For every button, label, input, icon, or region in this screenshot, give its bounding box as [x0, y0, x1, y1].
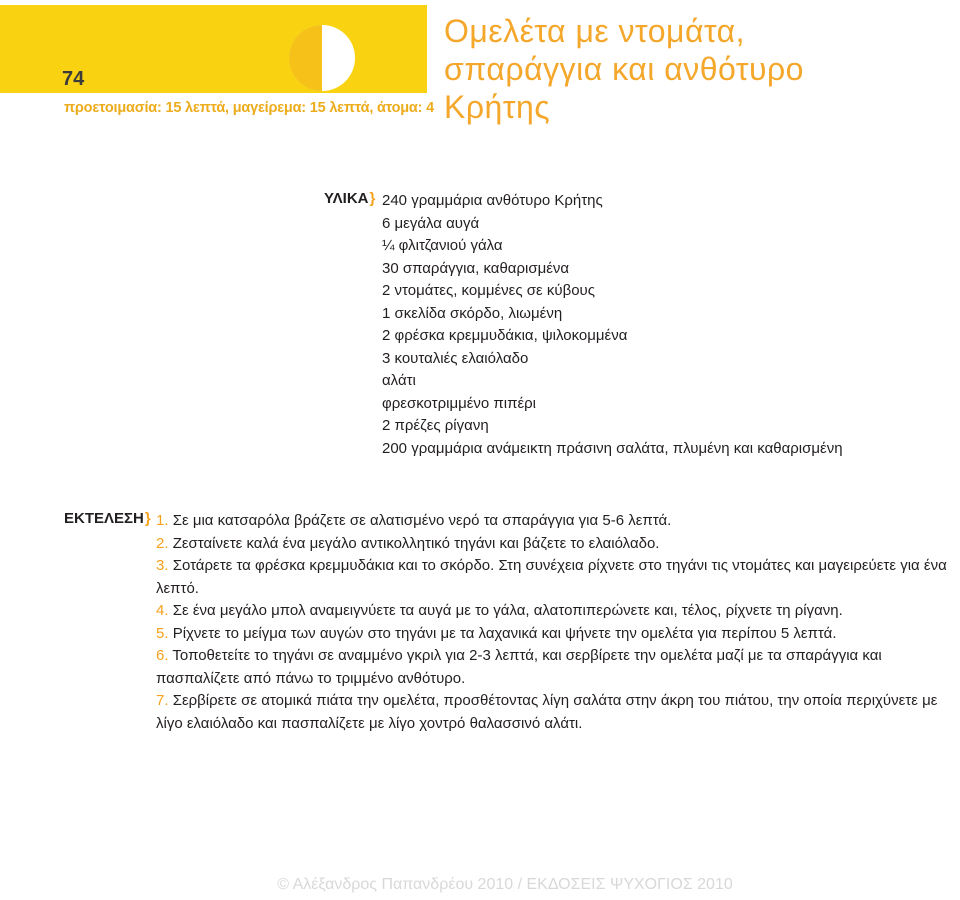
method-step [156, 623, 956, 646]
ingredient-item: αλάτι [382, 372, 416, 389]
brace-mark: } [144, 510, 151, 527]
ingredient-item: 2 φρέσκα κρεμμυδάκια, ψιλοκομμένα [382, 327, 628, 344]
half-sun-icon [289, 25, 355, 91]
method-step [156, 600, 956, 623]
method-step [156, 690, 956, 735]
ingredient-item: 200 γραμμάρια ανάμεικτη πράσινη σαλάτα, πλυμένη και καθαρισμένη [382, 439, 843, 457]
method-steps [156, 510, 956, 735]
ingredient-item: 30 σπαράγγια, καθαρισμένα [382, 259, 570, 277]
method-step [156, 533, 956, 556]
step-number: 4. [156, 602, 169, 619]
title-line: σπαράγγια και ανθότυρο [444, 51, 804, 87]
ingredient-item: 6 μεγάλα αυγά [382, 214, 480, 232]
page-number: 74 [62, 68, 85, 90]
step-text: Σε ένα μεγάλο μπολ αναμειγνύετε τα αυγά με το γάλα, αλατοπιπερώνετε και, τέλος, ρίχνετε τη ρίγανη. [172, 602, 843, 619]
ingredient-item: 3 κουταλιές ελαιόλαδο [382, 349, 529, 367]
method-step [156, 645, 956, 690]
step-number: 5. [156, 624, 169, 642]
method-heading [64, 510, 151, 527]
step-number: 3. [156, 557, 169, 574]
step-text: Σε μια κατσαρόλα βράζετε σε αλατισμένο νερό τα σπαράγγια για 5-6 λεπτά. [172, 512, 672, 529]
ingredients-label: ΥΛΙΚΑ [324, 190, 369, 207]
step-text: Σερβίρετε σε ατομικά πιάτα την ομελέτα, προσθέτοντας λίγη σαλάτα στην άκρη του πιάτου, την οποία περιχύνετε με λίγο ελαιόλαδο και πασπαλίζετε με λίγο χοντρό θαλασσινό αλάτι. [156, 692, 938, 732]
ingredient-item: 2 πρέζες ρίγανη [382, 417, 489, 434]
method-label: ΕΚΤΕΛΕΣΗ [64, 510, 144, 527]
step-number: 6. [156, 647, 169, 664]
step-number: 1. [156, 512, 169, 529]
step-text: Ζεσταίνετε καλά ένα μεγάλο αντικολλητικό τηγάνι και βάζετε το ελαιόλαδο. [172, 534, 660, 552]
recipe-title [444, 12, 944, 126]
title-line: Ομελέτα με ντομάτα, [444, 13, 746, 49]
ingredient-item: 240 γραμμάρια ανθότυρο Κρήτης [382, 192, 603, 209]
ingredients-heading [324, 190, 375, 207]
step-number: 7. [156, 692, 169, 709]
step-text: Τοποθετείτε το τηγάνι σε αναμμένο γκριλ για 2-3 λεπτά, και σερβίρετε την ομελέτα μαζί με τα σπαράγγια και πασπαλίζετε από πάνω το τριμμένο ανθότυρο. [156, 647, 882, 687]
title-line: Κρήτης [444, 89, 551, 125]
step-text: Ρίχνετε το μείγμα των αυγών στο τηγάνι με τα λαχανικά και ψήνετε την ομελέτα για περίπου 5 λεπτά. [172, 624, 837, 642]
ingredient-item: φρεσκοτριμμένο πιπέρι [382, 394, 537, 412]
prep-info: προετοιμασία: 15 λεπτά, μαγείρεμα: 15 λεπτά, άτομα: 4 [64, 100, 434, 116]
copyright-notice: © Αλέξανδρος Παπανδρέου 2010 / ΕΚΔΟΣΕΙΣ ΨΥΧΟΓΙΟΣ 2010 [277, 876, 733, 893]
ingredient-item: 2 ντομάτες, κομμένες σε κύβους [382, 282, 595, 299]
header-banner [0, 5, 427, 93]
ingredient-item: ¼ φλιτζανιού γάλα [382, 237, 503, 254]
step-number: 2. [156, 534, 169, 552]
ingredients-list [382, 190, 843, 460]
method-step [156, 555, 956, 600]
ingredient-item: 1 σκελίδα σκόρδο, λιωμένη [382, 304, 563, 322]
step-text: Σοτάρετε τα φρέσκα κρεμμυδάκια και το σκόρδο. Στη συνέχεια ρίχνετε στο τηγάνι τις ντομάτες και μαγειρεύετε για ένα λεπτό. [156, 557, 947, 597]
brace-mark: } [369, 190, 376, 207]
method-step [156, 510, 956, 533]
